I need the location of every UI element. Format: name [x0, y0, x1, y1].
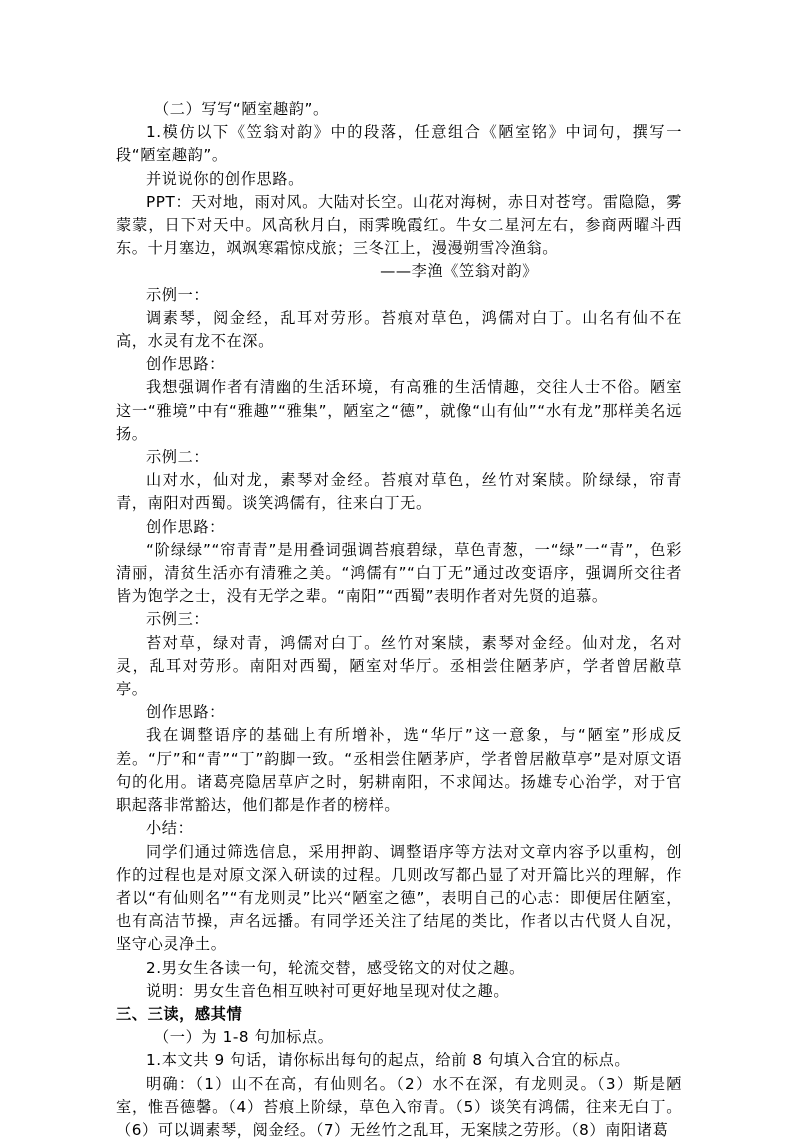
summary-label: 小结： [146, 819, 194, 838]
punctuate-instruction: 1.本文共 9 句话，请你标出每句的起点，给前 8 句填入合宜的标点。 [146, 1051, 631, 1070]
subsection-heading-write: （二）写写“陋室趣韵”。 [154, 100, 329, 118]
ppt-quote: PPT：天对地，雨对风。大陆对长空。山花对海树，赤日对苍穹。雷隐隐，雾蒙蒙，日下对天中。风高秋月白，雨霁晚霞红。牛女二星河左右，参商两曜斗西东。十月塞边，飒飒寒霜惊戍旅；三冬江上，漫漫朔雪冷渔翁。 [116, 192, 682, 258]
section-3-heading: 三、三读，感其情 [116, 1004, 243, 1023]
punctuate-answer: 明确：（1）山不在高，有仙则名。（2）水不在深，有龙则灵。（3）斯是陋室，惟吾德馨。（4）苔痕上阶绿，草色入帘青。（5）谈笑有鸿儒，往来无白丁。（6）可以调素琴，阅金经。（7）无丝竹之乱耳，无案牍之劳形。（8）南阳诸葛 [116, 1074, 682, 1139]
task-1-followup: 并说说你的创作思路。 [146, 169, 304, 188]
thinking-3-label: 创作思路： [146, 703, 225, 722]
thinking-1-label: 创作思路： [146, 355, 225, 374]
thinking-2-text: “阶绿绿”“帘青青”是用叠词强调苔痕碧绿，草色青葱，一“绿”一“青”，色彩清丽，清贫生活亦有清雅之美。“鸿儒有”“白丁无”通过改变语序，强调所交往者皆为饱学之士，没有无学之辈。“南阳”“西蜀”表明作者对先贤的追慕。 [116, 540, 682, 606]
example-3-text: 苔对草，绿对青，鸿儒对白丁。丝竹对案牍，素琴对金经。仙对龙，名对灵，乱耳对劳形。南阳对西蜀，陋室对华厅。丞相尝住陋茅庐，学者曾居敝草亭。 [116, 633, 682, 699]
example-2-label: 示例二： [146, 448, 210, 467]
thinking-2-label: 创作思路： [146, 517, 225, 536]
document-page [116, 98, 682, 1142]
thinking-3-text: 我在调整语序的基础上有所增补，选“华厅”这一意象，与“陋室”形成反差。“厅”和“青”“丁”韵脚一致。“丞相尝住陋茅庐，学者曾居敝草亭”是对原文语句的化用。诸葛亮隐居草庐之时，躬耕南阳，不求闻达。扬雄专心治学，对于官职起落非常豁达，他们都是作者的榜样。 [116, 726, 682, 815]
summary-text: 同学们通过筛选信息，采用押韵、调整语序等方法对文章内容予以重构，创作的过程也是对原文深入研读的过程。几则改写都凸显了对开篇比兴的理解，作者以“有仙则名”“有龙则灵”比兴“陋室之德”，表明自己的心志：即便居住陋室，也有高洁节操，声名远播。有同学还关注了结尾的类比，作者以古代贤人自况，坚守心灵净土。 [116, 842, 682, 954]
example-3-label: 示例三： [146, 610, 210, 629]
subsection-heading-punctuate: （一）为 1-8 句加标点。 [154, 1028, 334, 1047]
task-1-instruction: 1.模仿以下《笠翁对韵》中的段落，任意组合《陋室铭》中词句，撰写一段“陋室趣韵”。 [116, 123, 682, 165]
task-2-note: 说明：男女生音色相互映衬可更好地呈现对仗之趣。 [146, 981, 510, 1000]
example-1-label: 示例一： [146, 285, 210, 304]
example-1-text: 调素琴，阅金经，乱耳对劳形。苔痕对草色，鸿儒对白丁。山名有仙不在高，水灵有龙不在深。 [116, 308, 682, 351]
thinking-1-text: 我想强调作者有清幽的生活环境，有高雅的生活情趣，交往人士不俗。陋室这一“雅境”中有“雅趣”“雅集”，陋室之“德”，就像“山有仙”“水有龙”那样美名远扬。 [116, 378, 682, 443]
task-2-instruction: 2.男女生各读一句，轮流交替，感受铭文的对仗之趣。 [146, 958, 525, 977]
example-2-text: 山对水，仙对龙，素琴对金经。苔痕对草色，丝竹对案牍。阶绿绿，帘青青，南阳对西蜀。谈笑鸿儒有，往来白丁无。 [116, 471, 682, 513]
quote-attribution: ——李渔《笠翁对韵》 [380, 262, 538, 281]
